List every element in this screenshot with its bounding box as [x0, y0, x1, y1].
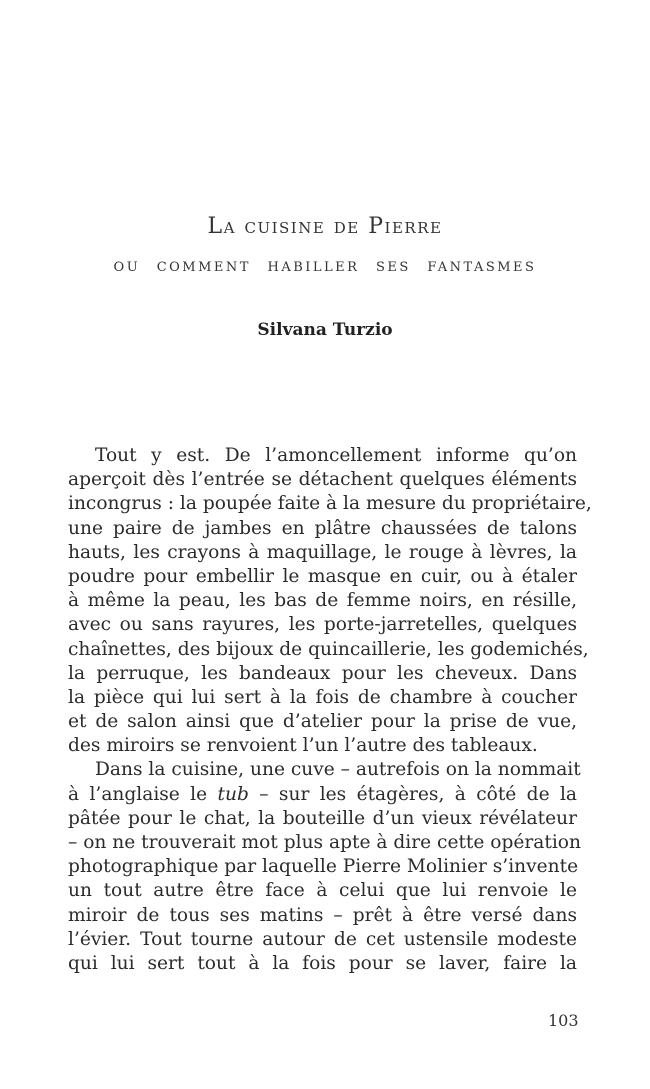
text-line: photographique par laquelle Pierre Molinier s’invente	[68, 856, 579, 878]
text-line: des miroirs se renvoient l’un l’autre des tableaux.	[68, 735, 538, 757]
author-name: Silvana Turzio	[257, 320, 393, 340]
text-segment: à l’anglaise le	[68, 783, 218, 805]
text-line: une paire de jambes en plâtre chaussées de talons	[68, 517, 577, 539]
text-line: incongrus : la poupée faite à la mesure du propriétaire,	[68, 493, 592, 515]
text-line: et de salon ainsi que d’atelier pour la prise de vue,	[68, 711, 577, 733]
text-segment: – sur les étagères, à côté de la	[248, 783, 577, 805]
body-text	[68, 444, 592, 976]
text-line: Dans la cuisine, une cuve – autrefois on la nommait	[95, 759, 581, 781]
text-line: miroir de tous ses matins – prêt à être versé dans	[68, 904, 577, 926]
text-line: qui lui sert tout à la fois pour se laver, faire la	[68, 952, 577, 974]
text-line: – on ne trouverait mot plus apte à dire cette opération	[68, 832, 581, 853]
text-line: chaînettes, des bijoux de quincaillerie, les godemichés,	[68, 638, 589, 660]
text-line: un tout autre être face à celui que lui renvoie le	[68, 880, 577, 902]
italic-word: tub	[217, 783, 249, 805]
chapter-title: La cuisine de Pierre	[207, 214, 443, 239]
text-line: aperçoit dès l’entrée se détachent quelques éléments	[68, 469, 577, 491]
text-line: poudre pour embellir le masque en cuir, ou à étaler	[68, 565, 577, 587]
chapter-subtitle: ou comment habiller ses fantasmes	[113, 254, 537, 276]
text-line-with-italic	[68, 783, 577, 807]
text-line: hauts, les crayons à maquillage, le rouge à lèvres, la	[68, 541, 577, 563]
page-number: 103	[548, 1011, 579, 1030]
text-line: la perruque, les bandeaux pour les cheveux. Dans	[68, 662, 577, 684]
text-line: avec ou sans rayures, les porte-jarretelles, quelques	[68, 614, 577, 636]
text-line: l’évier. Tout tourne autour de cet ustensile modeste	[68, 928, 577, 950]
text-line: à même la peau, les bas de femme noirs, en résille,	[68, 590, 577, 612]
text-line: la pièce qui lui sert à la fois de chambre à coucher	[68, 686, 577, 708]
text-line: Tout y est. De l’amoncellement informe qu’on	[95, 445, 577, 466]
text-line: pâtée pour le chat, la bouteille d’un vieux révélateur	[68, 807, 577, 829]
